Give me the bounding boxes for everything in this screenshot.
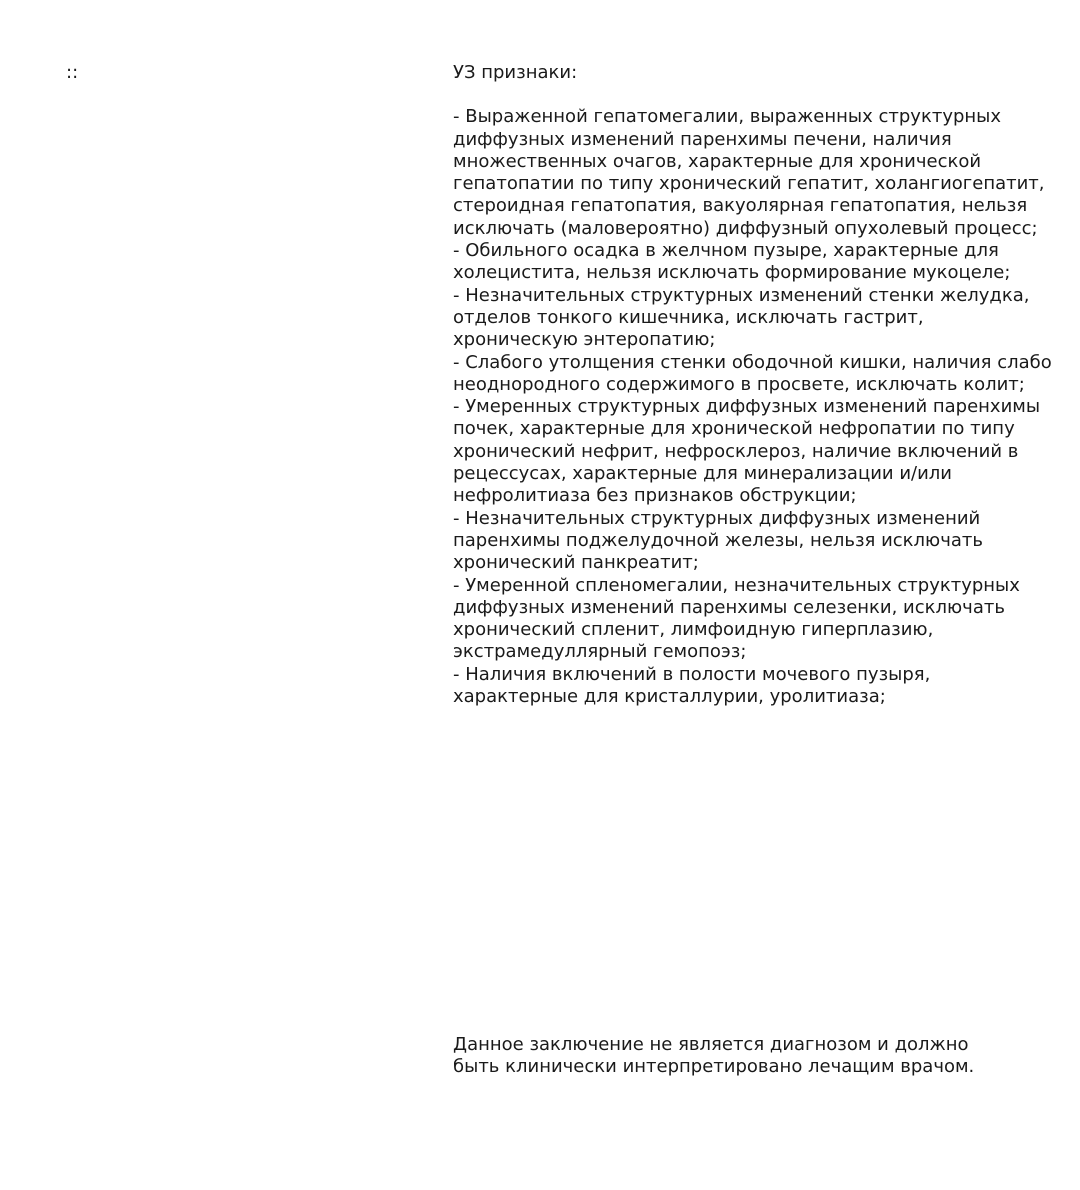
findings-list [453,106,1053,708]
finding-item: - Наличия включений в полости мочевого пузыря, характерные для кристаллурии, уролитиаза; [453,663,931,708]
finding-item: - Незначительных структурных изменений стенки желудка, отделов тонкого кишечника, исключать гастрит, хроническую энтеропатию; [453,284,1030,351]
finding-item: - Слабого утолщения стенки ободочной кишки, наличия слабо неоднородного содержимого в просвете, исключать колит; [453,351,1052,395]
finding-item: - Умеренной спленомегалии, незначительных структурных диффузных изменений паренхимы селезенки, исключать хронический спленит, лимфоидную гиперплазию, экстрамедуллярный гемопоэз; [453,574,1020,663]
findings-section [453,62,1053,708]
findings-heading: УЗ признаки: [453,62,578,83]
section-marker: :: [66,62,79,83]
finding-item: - Выраженной гепатомегалии, выраженных структурных диффузных изменений паренхимы печени, наличия множественных очагов, характерные для хронической гепатопатии по типу хронический гепатит, холангиогепатит, стероидная гепатопатия, вакуолярная гепатопатия, нельзя исключать (маловероятно) диффузный опухолевый процесс; [453,106,1045,239]
disclaimer-text: Данное заключение не является диагнозом и должно быть клинически интерпретировано лечащим врачом. [453,1034,975,1078]
finding-item: - Незначительных структурных диффузных изменений паренхимы поджелудочной железы, нельзя исключать хронический панкреатит; [453,507,983,574]
finding-item: - Обильного осадка в желчном пузыре, характерные для холецистита, нельзя исключать формирование мукоцеле; [453,240,1011,284]
finding-item: - Умеренных структурных диффузных изменений паренхимы почек, характерные для хронической нефропатии по типу хронический нефрит, нефросклероз, наличие включений в рецессусах, характерные для минерализации и/или нефролитиаза без признаков обструкции; [453,396,1041,507]
